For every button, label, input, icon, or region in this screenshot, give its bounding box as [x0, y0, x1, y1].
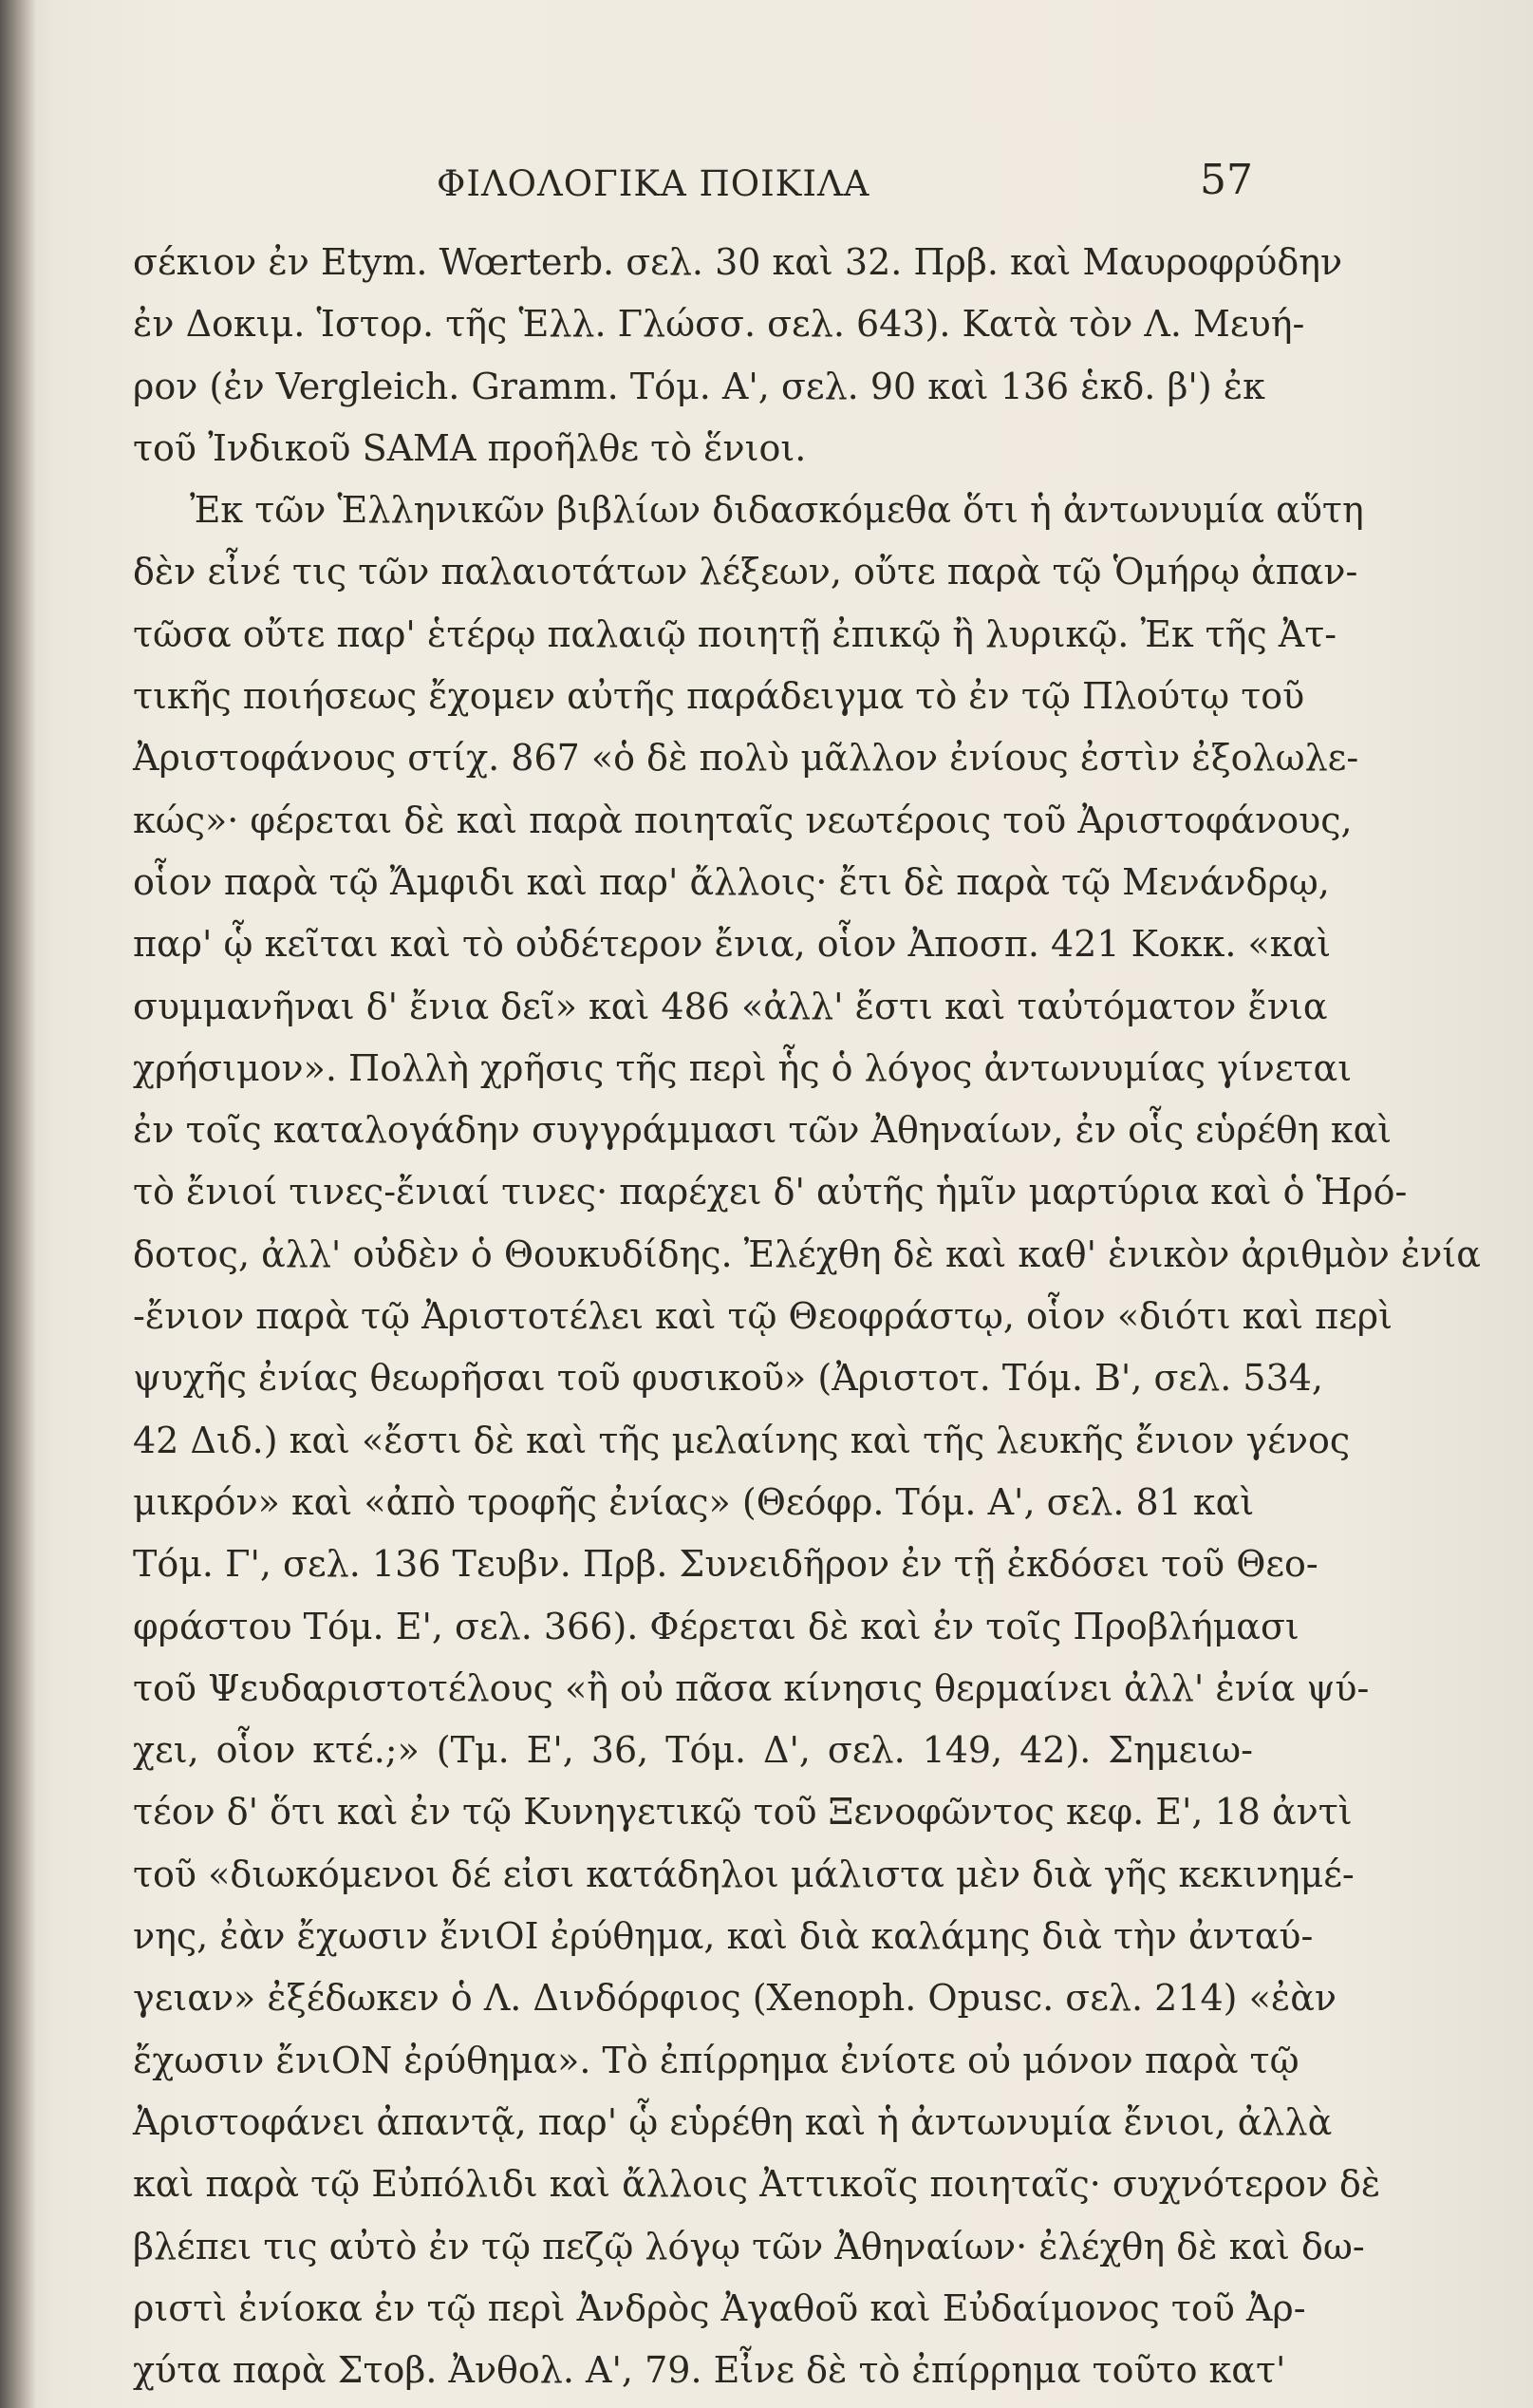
text-line: ψυχῆς ἐνίας θεωρῆσαι τοῦ φυσικοῦ» (Ἀριστοτ. Τόμ. Β', σελ. 534, — [133, 1357, 1323, 1400]
text-line: ριστὶ ἐνίοκα ἐν τῷ περὶ Ἀνδρὸς Ἀγαθοῦ καὶ Εὐδαίμονος τοῦ Ἀρ- — [133, 2286, 1306, 2329]
text-line: Ἀριστοφάνει ἀπαντᾷ, παρ' ᾧ εὑρέθη καὶ ἡ ἀντωνυμία ἔνιοι, ἀλλὰ — [133, 2100, 1333, 2143]
text-line: Ἀριστοφάνους στίχ. 867 «ὁ δὲ πολὺ μᾶλλον ἐνίους ἐστὶν ἐξολωλε- — [133, 737, 1359, 780]
text-line: τοῦ Ἰνδικοῦ SAMA προῆλθε τὸ ἕνιοι. — [133, 426, 807, 469]
text-line: τὸ ἔνιοί τινες-ἔνιαί τινες· παρέχει δ' αὐτῆς ἡμῖν μαρτύρια καὶ ὁ Ἡρό- — [133, 1171, 1408, 1213]
text-line: συμμανῆναι δ' ἔνια δεῖ» καὶ 486 «ἀλλ' ἔστι καὶ ταὐτόματον ἔνια — [133, 985, 1328, 1027]
text-line: ρον (ἐν Vergleich. Gramm. Τόμ. Α', σελ. 90 καὶ 136 ἑκδ. β') ἐκ — [133, 365, 1265, 407]
text-line: δὲν εἶνέ τις τῶν παλαιοτάτων λέξεων, οὔτε παρὰ τῷ Ὁμήρῳ ἀπαν- — [133, 551, 1358, 593]
text-line: σέκιον ἐν Etym. Wœrterb. σελ. 30 καὶ 32. Πρβ. καὶ Μαυροφρύδην — [133, 241, 1343, 283]
text-line: Τόμ. Γ', σελ. 136 Τευβν. Πρβ. Συνειδῆρον ἐν τῇ ἐκδόσει τοῦ Θεο- — [133, 1543, 1318, 1586]
text-line: τικῆς ποιήσεως ἔχομεν αὐτῆς παράδειγμα τὸ ἐν τῷ Πλούτῳ τοῦ — [133, 675, 1305, 718]
text-line: μικρόν» καὶ «ἀπὸ τροφῆς ἐνίας» (Θεόφρ. Τόμ. Α', σελ. 81 καὶ — [133, 1480, 1255, 1523]
text-line: -ἔνιον παρὰ τῷ Ἀριστοτέλει καὶ τῷ Θεοφράστῳ, οἷον «διότι καὶ περὶ — [133, 1295, 1393, 1338]
text-line: τῶσα οὔτε παρ' ἑτέρῳ παλαιῷ ποιητῇ ἐπικῷ ἢ λυρικῷ. Ἐκ τῆς Ἀτ- — [133, 612, 1337, 655]
text-line: χει, οἷον κτέ.;» (Τμ. Ε', 36, Τόμ. Δ', σελ. 149, 42). Σημειω- — [133, 1729, 1253, 1772]
text-line: κώς»· φέρεται δὲ καὶ παρὰ ποιηταῖς νεωτέροις τοῦ Ἀριστοφάνους, — [133, 799, 1353, 841]
text-line: παρ' ᾧ κεῖται καὶ τὸ οὐδέτερον ἔνια, οἷον Ἀποσπ. 421 Κοκκ. «καὶ — [133, 923, 1332, 966]
text-line: τοῦ «διωκόμενοι δέ εἰσι κατάδηλοι μάλιστα μὲν διὰ γῆς κεκινημέ- — [133, 1853, 1355, 1895]
text-line: νης, ἐὰν ἔχωσιν ἔνιΟΙ ἐρύθημα, καὶ διὰ καλάμης διὰ τὴν ἀνταύ- — [133, 1915, 1314, 1958]
page-header — [133, 152, 1253, 209]
page-number: 57 — [1200, 156, 1253, 204]
text-line: ἔχωσιν ἔνιΟΝ ἐρύθημα». Τὸ ἐπίρρημα ἐνίοτε οὐ μόνον παρὰ τῷ — [133, 2039, 1299, 2081]
text-line: δοτος, ἀλλ' οὐδὲν ὁ Θουκυδίδης. Ἐλέχθη δὲ καὶ καθ' ἑνικὸν ἀριθμὸν ἐνία — [133, 1232, 1481, 1275]
text-line: καὶ παρὰ τῷ Εὐπόλιδι καὶ ἄλλοις Ἀττικοῖς ποιηταῖς· συχνότερον δὲ — [133, 2163, 1381, 2206]
text-line: τέον δ' ὅτι καὶ ἐν τῷ Κυνηγετικῷ τοῦ Ξενοφῶντος κεφ. Ε', 18 ἀντὶ — [133, 1791, 1353, 1834]
text-line: ἐν τοῖς καταλογάδην συγγράμμασι τῶν Ἀθηναίων, ἐν οἷς εὑρέθη καὶ — [133, 1109, 1393, 1152]
text-line: βλέπει τις αὐτὸ ἐν τῷ πεζῷ λόγῳ τῶν Ἀθηναίων· ἐλέχθη δὲ καὶ δω- — [133, 2225, 1365, 2267]
text-line: γειαν» ἐξέδωκεν ὁ Λ. Δινδόρφιος (Xenoph. Opusc. σελ. 214) «ἐὰν — [133, 1977, 1337, 2020]
text-line: 42 Διδ.) καὶ «ἔστι δὲ καὶ τῆς μελαίνης καὶ τῆς λευκῆς ἔνιον γένος — [133, 1419, 1351, 1461]
text-line: ἐν Δοκιμ. Ἱστορ. τῆς Ἑλλ. Γλώσσ. σελ. 643). Κατὰ τὸν Λ. Μευή- — [133, 303, 1305, 346]
paragraph-first-line: Ἐκ τῶν Ἑλληνικῶν βιβλίων διδασκόμεθα ὅτι ἡ ἀντωνυμία αὕτη — [190, 489, 1364, 532]
body-text — [133, 232, 1481, 2401]
binding-gutter — [0, 0, 36, 2408]
text-line: φράστου Τόμ. Ε', σελ. 366). Φέρεται δὲ καὶ ἐν τοῖς Προβλήμασι — [133, 1605, 1299, 1647]
running-title: ΦΙΛΟΛΟΓΙΚΑ ΠΟΙΚΙΛΑ — [437, 163, 870, 204]
text-line: χρήσιμον». Πολλὴ χρῆσις τῆς περὶ ἧς ὁ λόγος ἀντωνυμίας γίνεται — [133, 1046, 1353, 1089]
text-line: τοῦ Ψευδαριστοτέλους «ἢ οὐ πᾶσα κίνησις θερμαίνει ἀλλ' ἐνία ψύ- — [133, 1666, 1370, 1709]
text-line: χύτα παρὰ Στοβ. Ἀνθολ. Α', 79. Εἶνε δὲ τὸ ἐπίρρημα τοῦτο κατ' — [133, 2349, 1286, 2392]
text-line: οἷον παρὰ τῷ Ἄμφιδι καὶ παρ' ἄλλοις· ἔτι δὲ παρὰ τῷ Μενάνδρῳ, — [133, 860, 1330, 903]
